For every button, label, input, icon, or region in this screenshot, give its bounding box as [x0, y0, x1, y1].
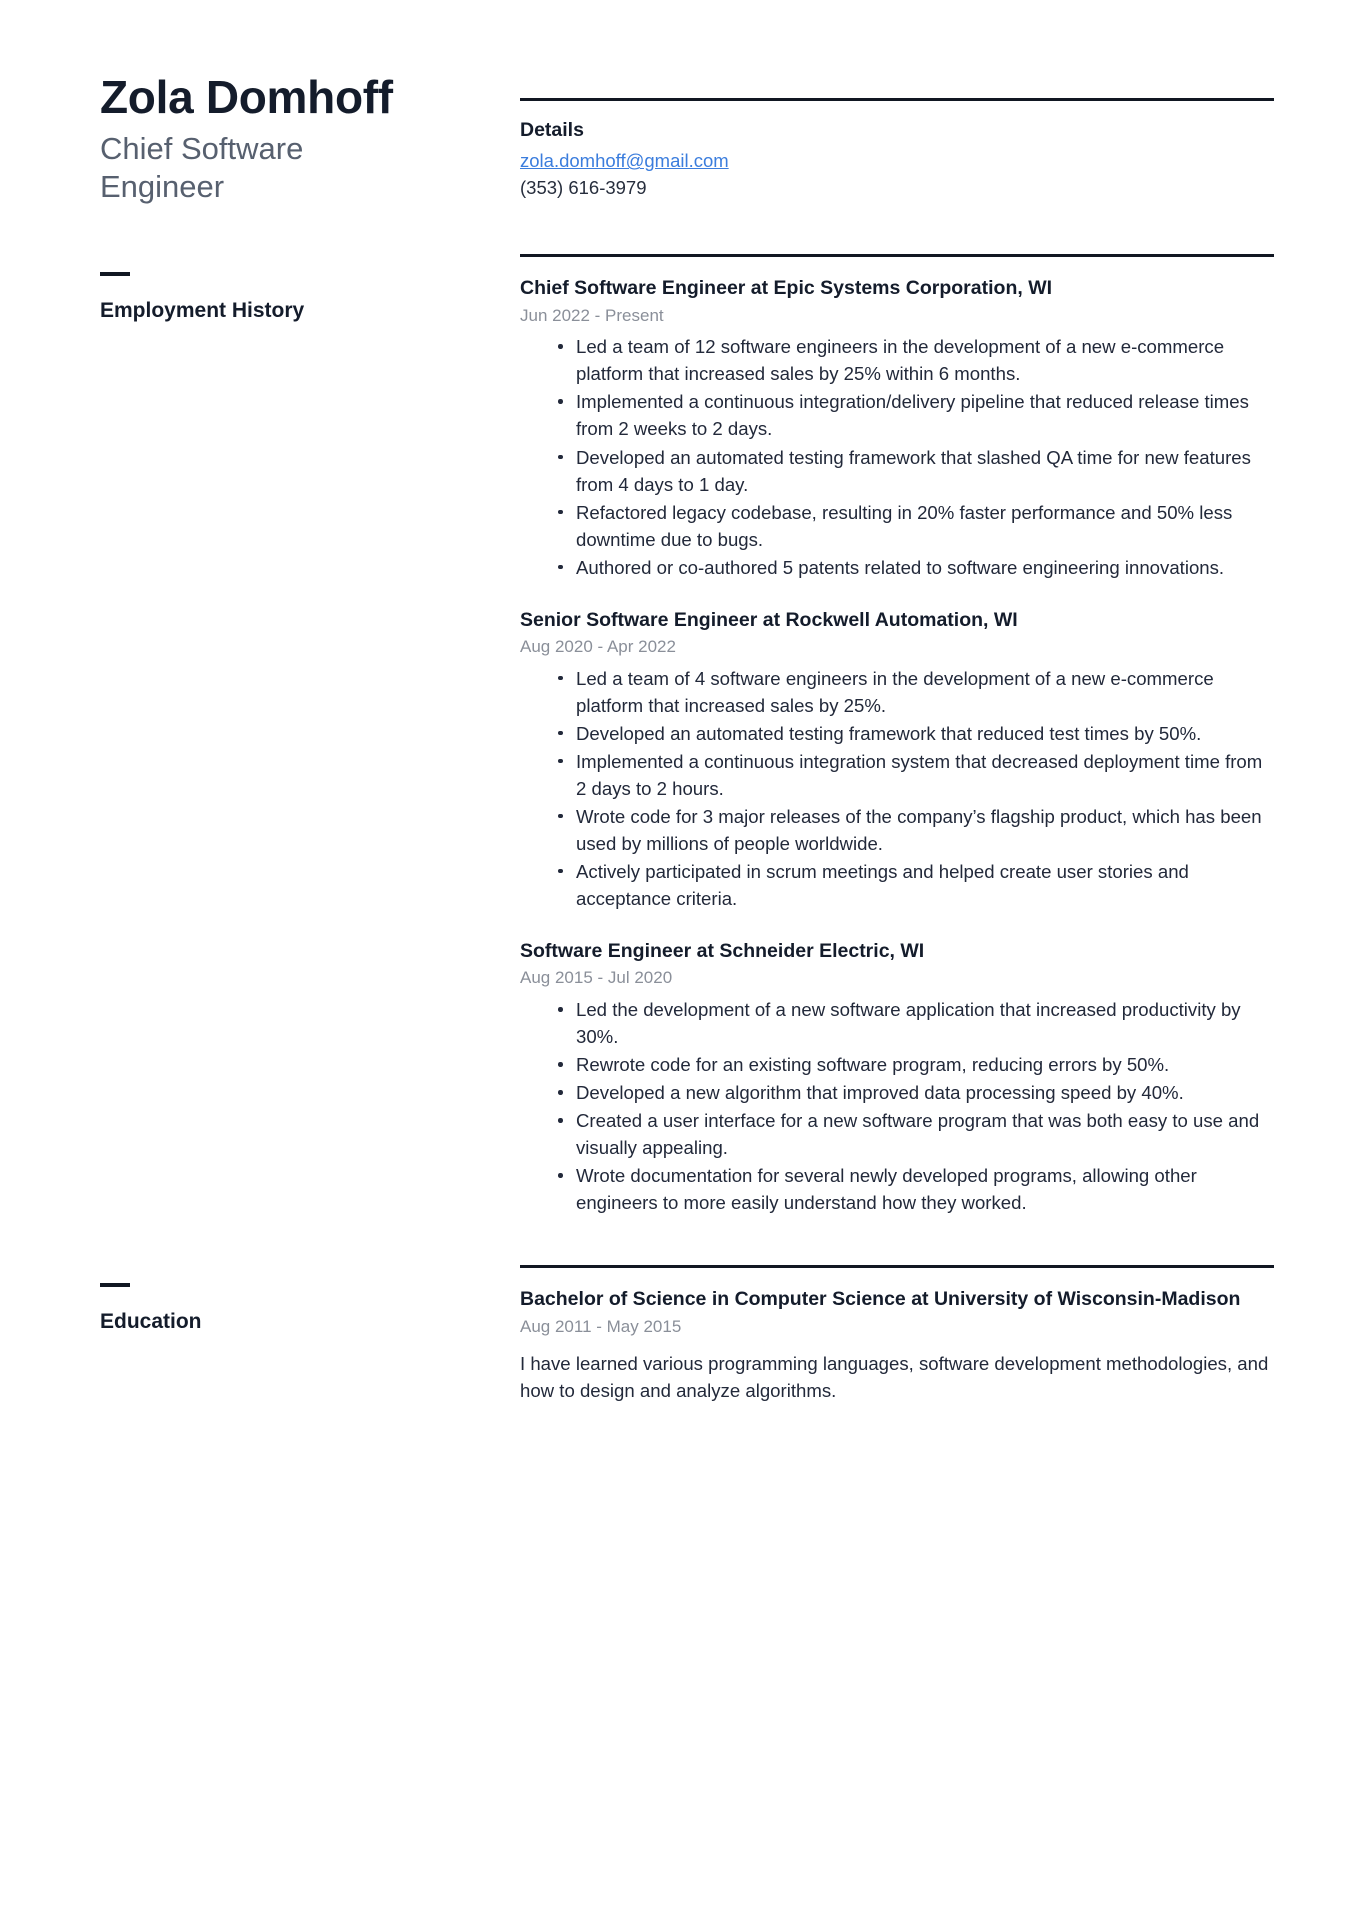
- employment-entry: [520, 938, 1274, 1216]
- employment-entry-date: Aug 2015 - Jul 2020: [520, 968, 673, 988]
- list-item: Developed a new algorithm that improved data processing speed by 40%.: [556, 1079, 1274, 1106]
- education-section-title: Education: [100, 1309, 202, 1333]
- employment-entries-column: [520, 254, 1274, 1217]
- list-item: Implemented a continuous integration/delivery pipeline that reduced release times from 2 weeks to 2 days.: [556, 388, 1274, 442]
- header-identity: [100, 72, 520, 206]
- list-item: Led a team of 12 software engineers in the development of a new e-commerce platform that increased sales by 25% within 6 months.: [556, 333, 1274, 387]
- list-item: Developed an automated testing framework that slashed QA time for new features from 4 days to 1 day.: [556, 444, 1274, 498]
- education-entry-description: I have learned various programming languages, software development methodologies, and how to design and analyze algorithms.: [520, 1353, 1269, 1402]
- education-section-label: [100, 1265, 520, 1334]
- employment-entry-title: Chief Software Engineer at Epic Systems Corporation, WI: [520, 277, 1053, 300]
- employment-entry-bullets: [520, 996, 1274, 1216]
- header-job-title: Chief Software Engineer: [100, 130, 304, 204]
- list-item: Authored or co-authored 5 patents related to software engineering innovations.: [556, 554, 1274, 581]
- list-item: Wrote documentation for several newly developed programs, allowing other engineers to more easily understand how they worked.: [556, 1162, 1274, 1216]
- list-item: Led a team of 4 software engineers in the development of a new e-commerce platform that increased sales by 25%.: [556, 665, 1274, 719]
- list-item: Wrote code for 3 major releases of the company’s flagship product, which has been used by millions of people worldwide.: [556, 803, 1274, 857]
- employment-section-title: Employment History: [100, 298, 305, 322]
- employment-entries: [520, 257, 1274, 1216]
- list-item: Rewrote code for an existing software program, reducing errors by 50%.: [556, 1051, 1274, 1078]
- resume-header: [100, 72, 1274, 206]
- employment-entry: [520, 607, 1274, 912]
- details-block: [520, 101, 1274, 202]
- employment-entry-bullets: [520, 333, 1274, 580]
- employment-entry-title: Senior Software Engineer at Rockwell Automation, WI: [520, 608, 1018, 631]
- employment-entry-bullets: [520, 665, 1274, 912]
- employment-entry-date: Jun 2022 - Present: [520, 305, 664, 325]
- education-entries-column: [520, 1265, 1274, 1404]
- education-entries: [520, 1268, 1274, 1404]
- list-item: Led the development of a new software application that increased productivity by 30%.: [556, 996, 1274, 1050]
- section-employment-history: [100, 254, 1274, 1217]
- section-education: [100, 1265, 1274, 1404]
- list-item: Implemented a continuous integration system that decreased deployment time from 2 days to 2 hours.: [556, 748, 1274, 802]
- employment-entry-date: Aug 2020 - Apr 2022: [520, 636, 676, 656]
- details-heading: Details: [520, 119, 584, 141]
- education-entry: [520, 1286, 1274, 1404]
- phone-text: (353) 616-3979: [520, 177, 647, 199]
- list-item: Developed an automated testing framework that reduced test times by 50%.: [556, 720, 1274, 747]
- education-entry-date: Aug 2011 - May 2015: [520, 1316, 682, 1336]
- list-item: Refactored legacy codebase, resulting in 20% faster performance and 50% less downtime due to bugs.: [556, 499, 1274, 553]
- employment-entry: [520, 275, 1274, 580]
- dash-icon: [100, 272, 130, 276]
- employment-entry-title: Software Engineer at Schneider Electric, WI: [520, 940, 925, 963]
- education-entry-title: Bachelor of Science in Computer Science at University of Wisconsin-Madison: [520, 1288, 1241, 1311]
- email-link[interactable]: zola.domhoff@gmail.com: [520, 150, 729, 172]
- employment-section-label: [100, 254, 520, 323]
- page-title: Zola Domhoff: [100, 71, 393, 123]
- dash-icon: [100, 1283, 130, 1287]
- list-item: Created a user interface for a new software program that was both easy to use and visually appealing.: [556, 1107, 1274, 1161]
- list-item: Actively participated in scrum meetings and helped create user stories and acceptance criteria.: [556, 858, 1274, 912]
- details-column: [520, 72, 1274, 202]
